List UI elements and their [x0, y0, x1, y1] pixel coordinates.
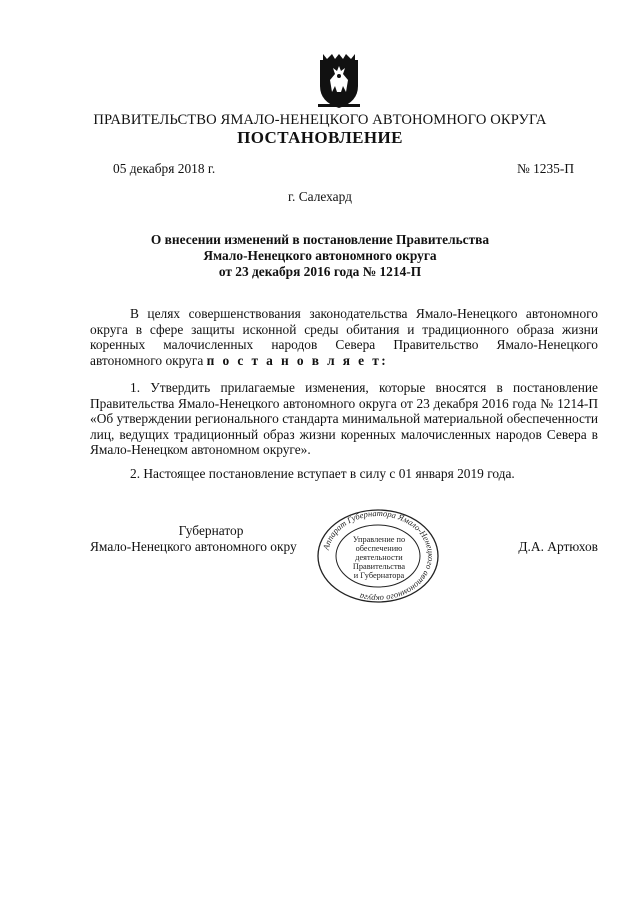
government-name: ПРАВИТЕЛЬСТВО ЯМАЛО-НЕНЕЦКОГО АВТОНОМНОГО ОКРУГА — [93, 112, 547, 128]
document-type-title: ПОСТАНОВЛЕНИЕ — [237, 128, 403, 147]
subject-line: Ямало-Ненецкого автономного округа — [203, 248, 437, 263]
official-stamp — [316, 508, 440, 604]
stamp-line: и Губернатора — [353, 571, 405, 580]
preamble-paragraph — [90, 306, 598, 368]
stamp-inner-text — [338, 535, 420, 580]
document-date: 05 декабря 2018 г. — [113, 161, 216, 176]
signatory-region: Ямало-Ненецкого автономного окру — [90, 539, 297, 554]
stamp-line: деятельности — [355, 553, 403, 562]
resolves-word: п о с т а н о в л я е т: — [206, 352, 389, 368]
stamp-line: Управление по — [352, 535, 406, 544]
document-subject — [0, 232, 640, 280]
document-number: № 1235-П — [516, 161, 574, 176]
signatory-title: Губернатор — [178, 523, 244, 538]
stamp-line: обеспечению — [355, 544, 403, 553]
subject-line: О внесении изменений в постановление Правительства — [150, 232, 490, 247]
coat-of-arms-emblem — [316, 52, 362, 110]
item-2-text: 2. Настоящее постановление вступает в силу с 01 января 2019 года. — [130, 466, 515, 481]
item-1-text: 1. Утвердить прилагаемые изменения, которые вносятся в постановление Правительства Ямало-Ненецкого автономного округа от 23 декабря 2016 года № 1214-П «Об утверждении регионального стандарта минимальной материальной обеспеченности лиц, ведущих традиционный образ жизни коренных малочисленных народов Севера в Ямало-Ненецком автономном округе». — [90, 380, 598, 458]
stamp-line: Правительства — [352, 562, 406, 571]
item-2-paragraph — [90, 466, 598, 482]
subject-line: от 23 декабря 2016 года № 1214-П — [218, 264, 422, 279]
stamp-ring-text: Аппарат Губернатора Ямало-Ненецкого автономного округа — [320, 508, 437, 604]
signatory-name: Д.А. Артюхов — [518, 539, 598, 554]
item-1-paragraph — [90, 380, 598, 458]
document-city: г. Салехард — [288, 189, 352, 204]
preamble-text: В целях совершенствования законодательства Ямало-Ненецкого автономного округа в сфере защиты исконной среды обитания и традиционного образа жизни коренных малочисленных народов Севера Правительство Ямало-Ненецкого автономного округа — [90, 306, 598, 368]
